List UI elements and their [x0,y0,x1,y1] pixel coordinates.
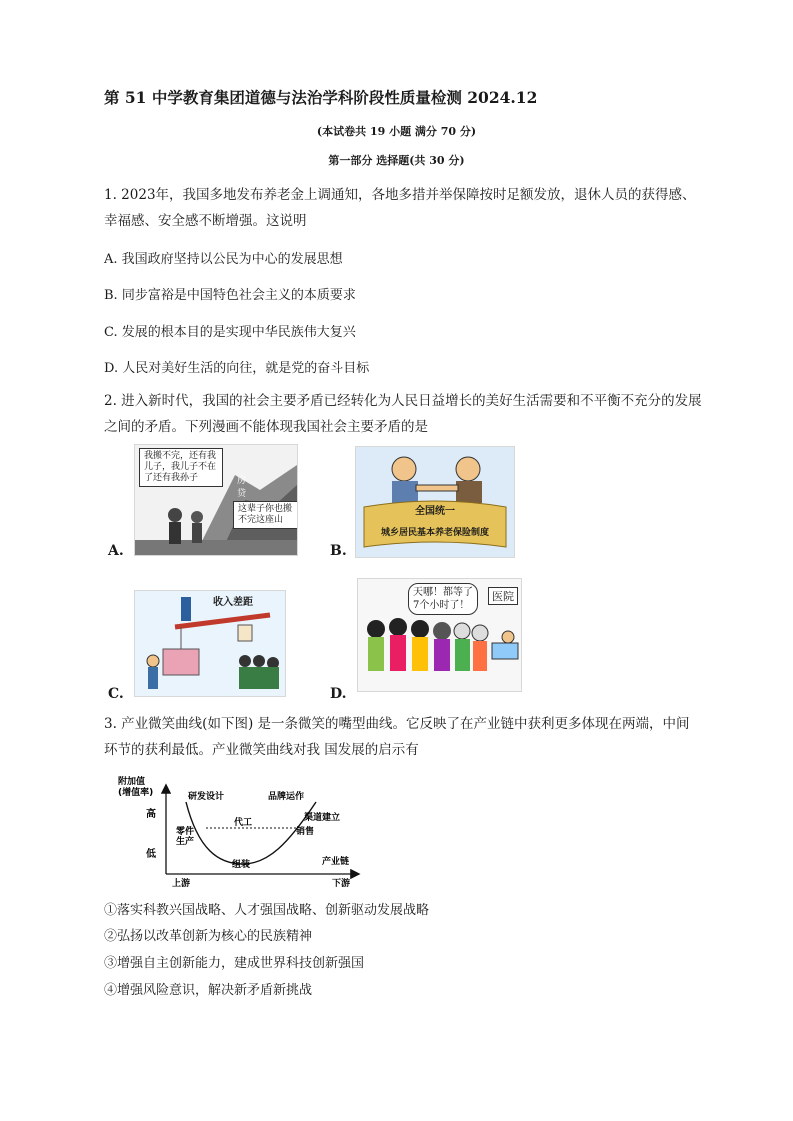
statement-1: ①落实科教兴国战略、人才强国战略、创新驱动发展战略 [104,903,430,918]
section-heading: 第一部分 选择题(共 30 分) [328,154,465,167]
question-1-option-b: B. 同步富裕是中国特色社会主义的本质要求 [104,288,356,303]
label-rd: 研发设计 [188,792,225,802]
cartoon-a-bubble-2: 这辈子你也搬不完这座山 [233,501,298,529]
cartoon-c [134,590,286,697]
cartoon-c-drawing [135,591,285,696]
label-sales: 销售 [296,827,315,837]
exam-title: 第 51 中学教育集团道德与法治学科阶段性质量检测 2024.12 [104,88,538,107]
question-1-line-2: 幸福感、安全感不断增强。这说明 [104,213,307,229]
cartoon-b-text-2: 城乡居民基本养老保险制度 [380,528,489,538]
cartoon-d-bubble: 天哪！都等了7个小时了！ [408,583,478,615]
smile-curve-diagram [118,764,368,889]
question-2-line-2: 之间的矛盾。下列漫画不能体现我国社会主要矛盾的是 [104,419,428,435]
cartoon-c-caption: 收入差距 [213,597,253,608]
question-1-line-1: 1. 2023年，我国多地发布养老金上调通知，各地多措并举保障按时足额发放，退休人员的获得感、 [104,187,696,203]
label-channel: 渠道建立 [304,813,341,823]
y-label-1: 附加值 [118,777,146,787]
cartoon-b [355,446,515,558]
exam-subtitle: (本试卷共 19 小题 满分 70 分) [316,125,477,138]
question-1-option-c: C. 发展的根本目的是实现中华民族伟大复兴 [104,325,356,340]
question-1-option-a: A. 我国政府坚持以公民为中心的发展思想 [104,252,343,267]
statement-4: ④增强风险意识，解决新矛盾新挑战 [104,983,313,998]
label-parts-1: 零件 [176,827,195,837]
cartoon-c-label: C. [108,686,124,702]
statement-2: ②弘扬以改革创新为核心的民族精神 [104,929,313,944]
statement-3: ③增强自主创新能力，建成世界科技创新强国 [104,956,365,971]
cartoon-b-text-1: 全国统一 [415,506,455,517]
cartoon-a [134,444,298,556]
y-high: 高 [146,809,156,820]
cartoon-a-bubble-1: 我搬不完，还有我儿子，我儿子不在了还有我孙子 [139,448,223,487]
question-3-stem [104,711,704,763]
cartoon-d [357,578,522,692]
label-parts-2: 生产 [176,837,195,847]
y-label-2: (增值率) [118,788,154,798]
cartoon-d-sign: 医院 [488,587,518,605]
y-low: 低 [146,849,156,860]
label-upstream: 上游 [172,879,191,889]
label-brand: 品牌运作 [268,792,305,802]
question-2-line-1: 2. 进入新时代，我国的社会主要矛盾已经转化为人民日益增长的美好生活需要和不平衡不充分的发展 [104,393,702,409]
question-3-line-2: 环节的获利最低。产业微笑曲线对我 国发展的启示有 [104,742,419,758]
smile-curve-svg [118,764,368,889]
label-assembly: 组装 [232,860,251,870]
question-1-option-d: D. 人民对美好生活的向往，就是党的奋斗目标 [104,361,370,376]
question-2-stem [104,388,704,440]
question-3-line-1: 3. 产业微笑曲线(如下图) 是一条微笑的嘴型曲线。它反映了在产业链中获利更多体现在两端，中间 [104,716,690,732]
label-oem: 代工 [234,818,253,828]
cartoon-a-mountain-label: 房贷 [237,476,247,499]
cartoon-a-label: A. [108,543,124,559]
cartoon-d-label: D. [330,686,347,702]
cartoon-b-label: B. [330,543,347,559]
label-downstream: 下游 [332,879,351,889]
x-label: 产业链 [322,857,350,867]
question-1-stem [104,182,704,234]
